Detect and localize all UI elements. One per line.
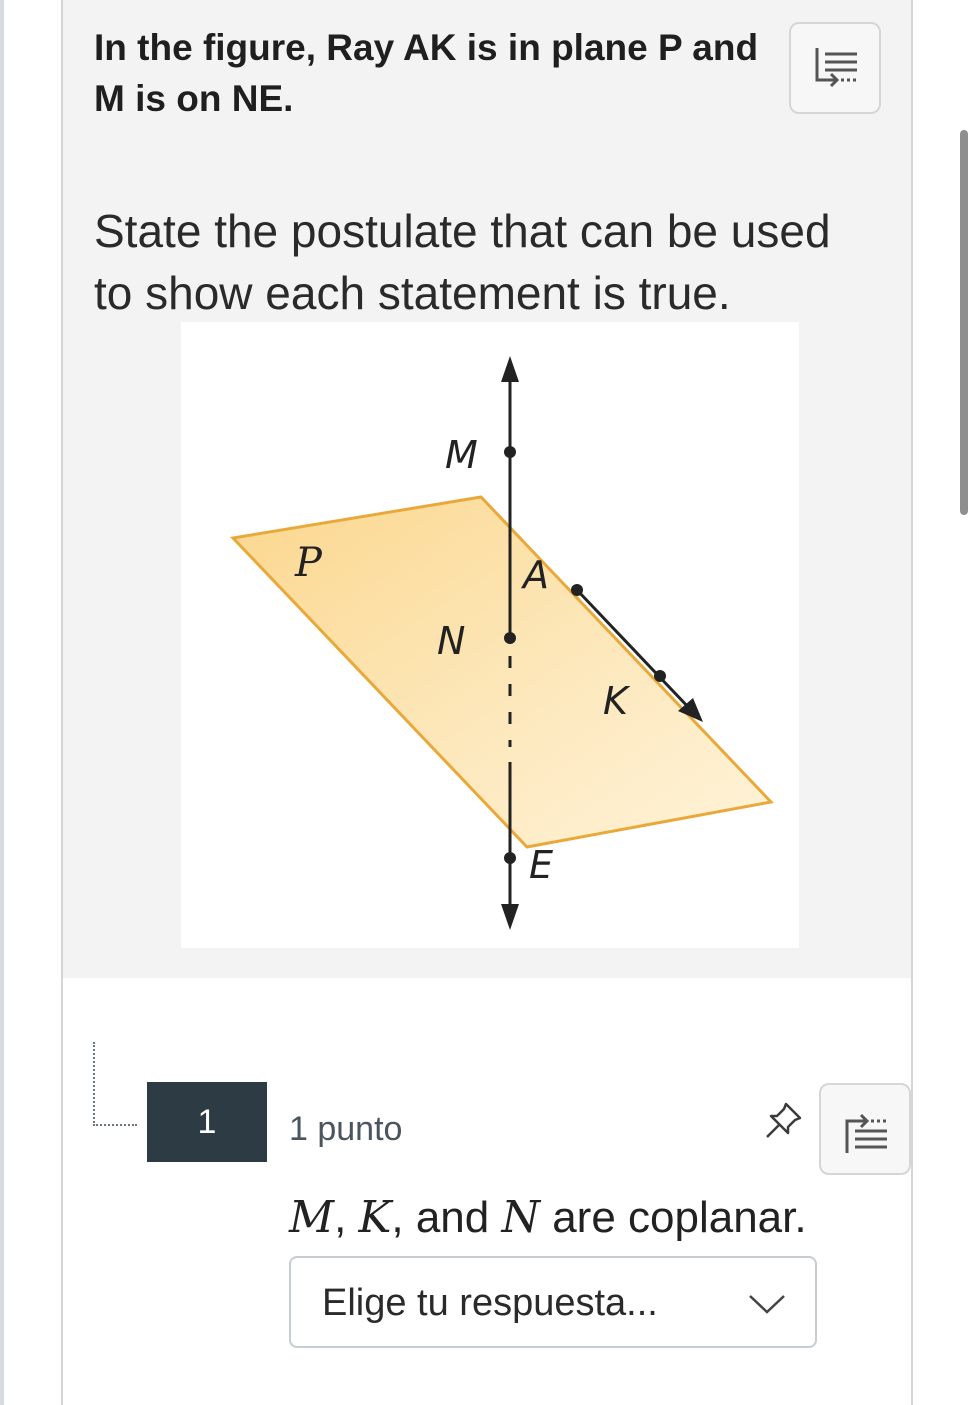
label-e: E	[529, 843, 554, 887]
question-statement	[289, 1192, 807, 1243]
question-immersive-reader-button[interactable]	[819, 1083, 911, 1175]
pin-button[interactable]	[762, 1098, 806, 1147]
arrow-down	[501, 904, 519, 930]
sep-1: ,	[334, 1193, 359, 1242]
sep-2: , and	[391, 1193, 502, 1242]
question-connector	[93, 1042, 137, 1126]
question-points: 1 punto	[289, 1110, 403, 1148]
point-m	[504, 446, 516, 458]
label-m: M	[445, 433, 478, 477]
var-k: K	[358, 1192, 392, 1243]
point-e	[504, 852, 516, 864]
point-a	[571, 584, 583, 596]
var-n: N	[501, 1192, 540, 1243]
immersive-reader-icon	[841, 1105, 893, 1157]
point-n	[504, 632, 516, 644]
var-m: M	[289, 1192, 335, 1243]
stimulus-prompt-text: State the postulate that can be used to show each statement is true.	[94, 205, 831, 319]
left-border	[0, 0, 4, 1405]
label-p: P	[295, 540, 322, 586]
label-a: A	[523, 553, 549, 597]
immersive-reader-icon	[811, 44, 863, 96]
point-k	[654, 670, 666, 682]
statement-tail: are coplanar.	[539, 1193, 807, 1242]
dropdown-placeholder: Elige tu respuesta...	[322, 1282, 658, 1324]
chevron-down-icon	[747, 1292, 787, 1316]
stimulus-intro-text: In the figure, Ray AK is in plane P and M is on NE.	[94, 27, 759, 119]
scrollbar-thumb[interactable]	[960, 130, 968, 515]
label-n: N	[437, 619, 466, 663]
plane-line-diagram	[181, 322, 799, 948]
label-k: K	[603, 679, 628, 723]
answer-dropdown[interactable]	[289, 1256, 817, 1348]
stimulus-panel	[63, 0, 911, 978]
immersive-reader-button[interactable]	[789, 22, 881, 114]
geometry-figure	[181, 322, 799, 948]
pin-icon	[762, 1098, 806, 1142]
question-number: 1	[147, 1082, 267, 1162]
arrow-up	[501, 356, 519, 382]
